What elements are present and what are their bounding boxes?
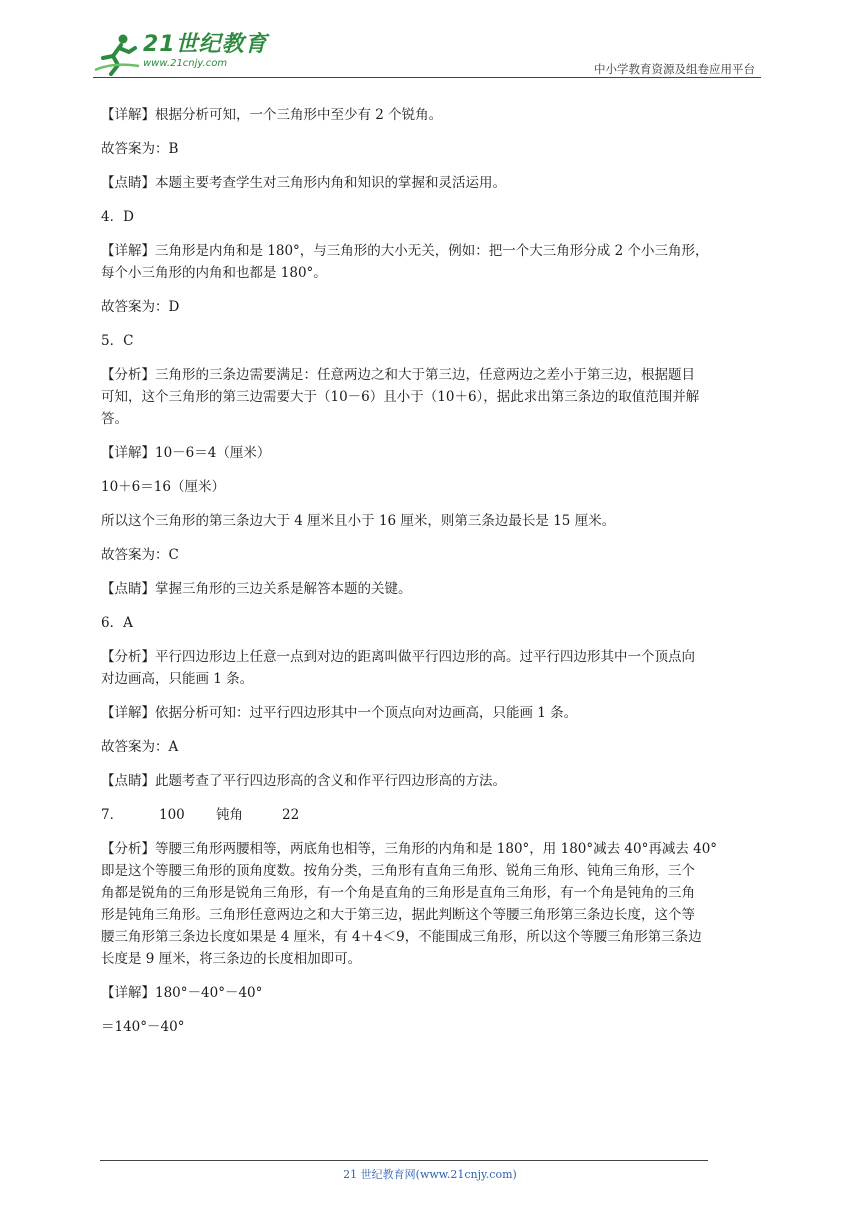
footer-link[interactable]: 21 世纪教育网(www.21cnjy.com) [343,1168,517,1181]
runner-logo-icon [93,32,141,76]
text-line: 【点睛】掌握三角形的三边关系是解答本题的关键。 [101,581,412,597]
platform-name: 中小学教育资源及组卷应用平台 [594,62,755,76]
answer-blank-3: 22 [282,807,300,823]
answer-content [101,104,763,1050]
question-number: 7． [101,807,124,823]
site-logo[interactable] [93,32,268,76]
text-line: 长度是 9 厘米，将三条边的长度相加即可。 [101,951,362,967]
page-header [93,28,761,80]
paragraph [101,364,763,430]
text-line: ＝140°－40° [101,1019,185,1035]
question-7-answers [101,804,763,826]
text-line: 即是这个等腰三角形的顶角度数。按角分类，三角形有直角三角形、锐角三角形、钝角三角形，三个 [101,863,695,879]
text-line: 腰三角形第三条边长度如果是 4 厘米，有 4＋4＜9，不能围成三角形，所以这个等腰三角形第三条边 [101,929,702,945]
text-line: 【点睛】此题考查了平行四边形高的含义和作平行四边形高的方法。 [101,773,506,789]
text-line: 【点睛】本题主要考查学生对三角形内角和知识的掌握和灵活运用。 [101,175,506,191]
footer-divider [100,1160,708,1161]
text-line: 对边画高，只能画 1 条。 [101,671,254,687]
logo-url-text: www.21cnjy.com [143,58,228,69]
answer-blank-2: 钝角 [216,807,243,823]
text-line: 故答案为：C [101,547,179,563]
text-line: 【详解】依据分析可知：过平行四边形其中一个顶点向对边画高，只能画 1 条。 [101,705,578,721]
text-line: 【详解】10－6＝4（厘米） [101,445,271,461]
paragraph [101,646,763,690]
text-line: 故答案为：A [101,739,179,755]
answer-blank-1: 100 [159,807,185,823]
text-line: 故答案为：B [101,141,179,157]
text-line: 【详解】180°－40°－40° [101,985,263,1001]
paragraph [101,838,763,970]
text-line: 角都是锐角的三角形是锐角三角形，有一个角是直角的三角形是直角三角形，有一个角是钝角的三角 [101,885,695,901]
text-line: 形是钝角三角形。三角形任意两边之和大于第三边，据此判断这个等腰三角形第三条边长度，这个等 [101,907,695,923]
text-line: 可知，这个三角形的第三边需要大于（10－6）且小于（10＋6），据此求出第三条边的取值范围并解 [101,389,700,405]
text-line: 【分析】等腰三角形两腰相等，两底角也相等，三角形的内角和是 180°，用 180°减去 40°再减去 40° [101,841,718,857]
text-line: 答。 [101,411,128,427]
question-number: 5．C [101,333,134,349]
text-line: 所以这个三角形的第三条边大于 4 厘米且小于 16 厘米，则第三条边最长是 15 厘米。 [101,513,616,529]
text-line: 故答案为：D [101,299,180,315]
text-line: 【分析】平行四边形边上任意一点到对边的距离叫做平行四边形的高。过平行四边形其中一个顶点向 [101,649,695,665]
text-line: 每个小三角形的内角和也都是 180°。 [101,265,327,281]
text-line: 10＋6＝16（厘米） [101,479,225,495]
logo-brand-text: 21世纪教育 [143,32,268,57]
header-divider [93,77,761,78]
text-line: 【分析】三角形的三条边需要满足：任意两边之和大于第三边，任意两边之差小于第三边，根据题目 [101,367,695,383]
text-line: 【详解】根据分析可知，一个三角形中至少有 2 个锐角。 [101,107,443,123]
question-number: 4．D [101,209,134,225]
text-line: 【详解】三角形是内角和是 180°，与三角形的大小无关，例如：把一个大三角形分成 2 个小三角形， [101,243,709,259]
paragraph [101,240,763,284]
question-number: 6．A [101,615,133,631]
